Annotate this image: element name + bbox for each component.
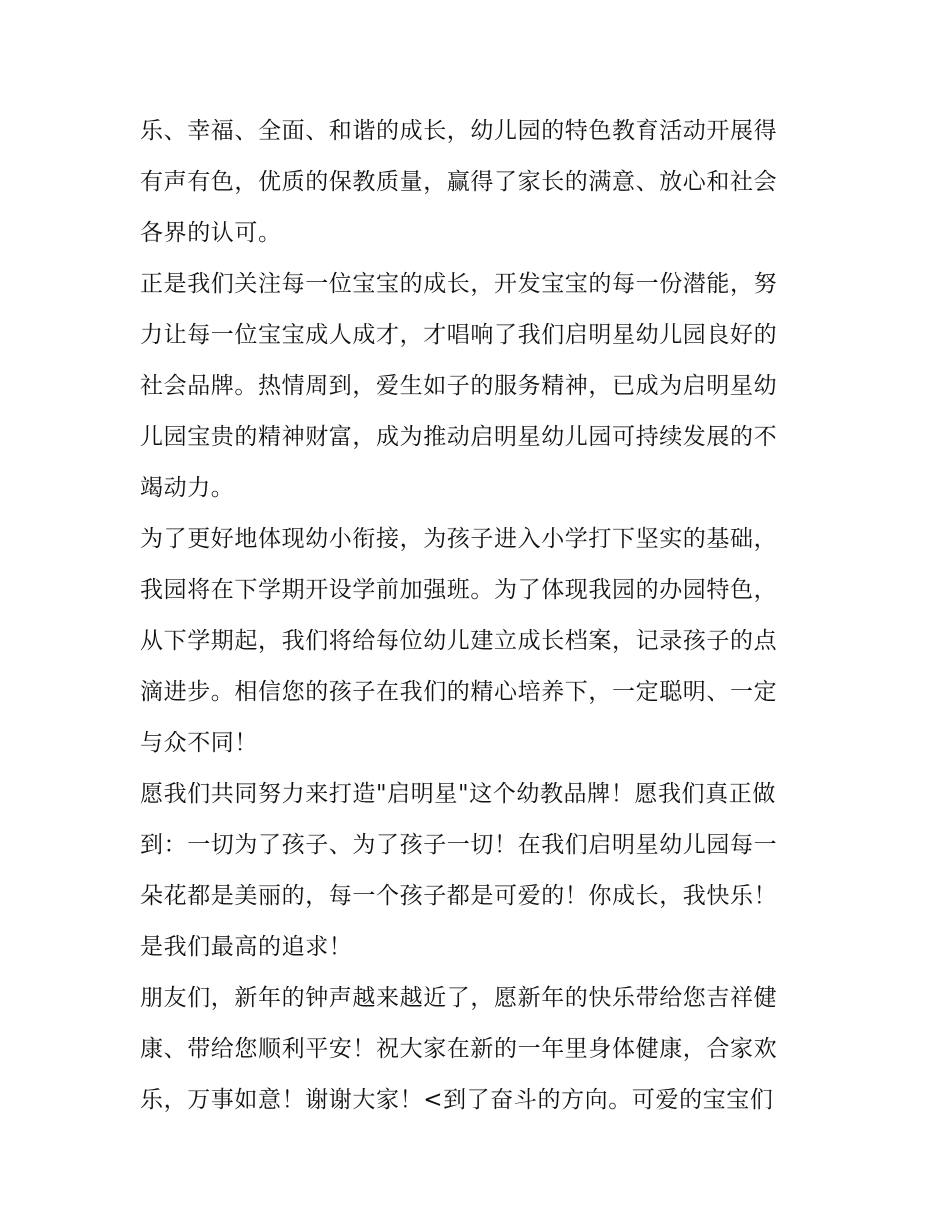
text-line: 为了更好地体现幼小衔接，为孩子进入小学打下坚实的基础，	[140, 526, 778, 552]
text-line: 社会品牌。热情周到，爱生如子的服务精神，已成为启明星幼	[140, 373, 778, 399]
text-line: 与众不同！	[140, 730, 258, 756]
text-line: 各界的认可。	[140, 220, 282, 246]
text-line: 我园将在下学期开设学前加强班。为了体现我园的办园特色，	[140, 577, 778, 603]
text-line: 儿园宝贵的精神财富，成为推动启明星幼儿园可持续发展的不	[140, 424, 778, 450]
text-line: 朋友们，新年的钟声越来越近了，愿新年的快乐带给您吉祥健	[140, 985, 778, 1011]
text-line: 愿我们共同努力来打造"启明星"这个幼教品牌！愿我们真正做	[140, 781, 776, 807]
text-line: 是我们最高的追求！	[140, 934, 353, 960]
text-line: 到：一切为了孩子、为了孩子一切！在我们启明星幼儿园每一	[140, 832, 778, 858]
text-line: 乐、幸福、全面、和谐的成长，幼儿园的特色教育活动开展得	[140, 118, 778, 144]
text-line: 力让每一位宝宝成人成才，才唱响了我们启明星幼儿园良好的	[140, 322, 778, 348]
text-line: 朵花都是美丽的，每一个孩子都是可爱的！你成长，我快乐！	[140, 883, 778, 909]
text-line: 滴进步。相信您的孩子在我们的精心培养下，一定聪明、一定	[140, 679, 778, 705]
document-body	[140, 106, 820, 1126]
text-line: 从下学期起，我们将给每位幼儿建立成长档案，记录孩子的点	[140, 628, 778, 654]
text-line: 乐，万事如意！谢谢大家！<到了奋斗的方向。可爱的宝宝们	[140, 1087, 774, 1113]
text-line: 竭动力。	[140, 475, 235, 501]
text-line: 有声有色，优质的保教质量，赢得了家长的满意、放心和社会	[140, 169, 778, 195]
text-line: 康、带给您顺利平安！祝大家在新的一年里身体健康，合家欢	[140, 1036, 778, 1062]
text-line: 正是我们关注每一位宝宝的成长，开发宝宝的每一份潜能，努	[140, 271, 778, 297]
